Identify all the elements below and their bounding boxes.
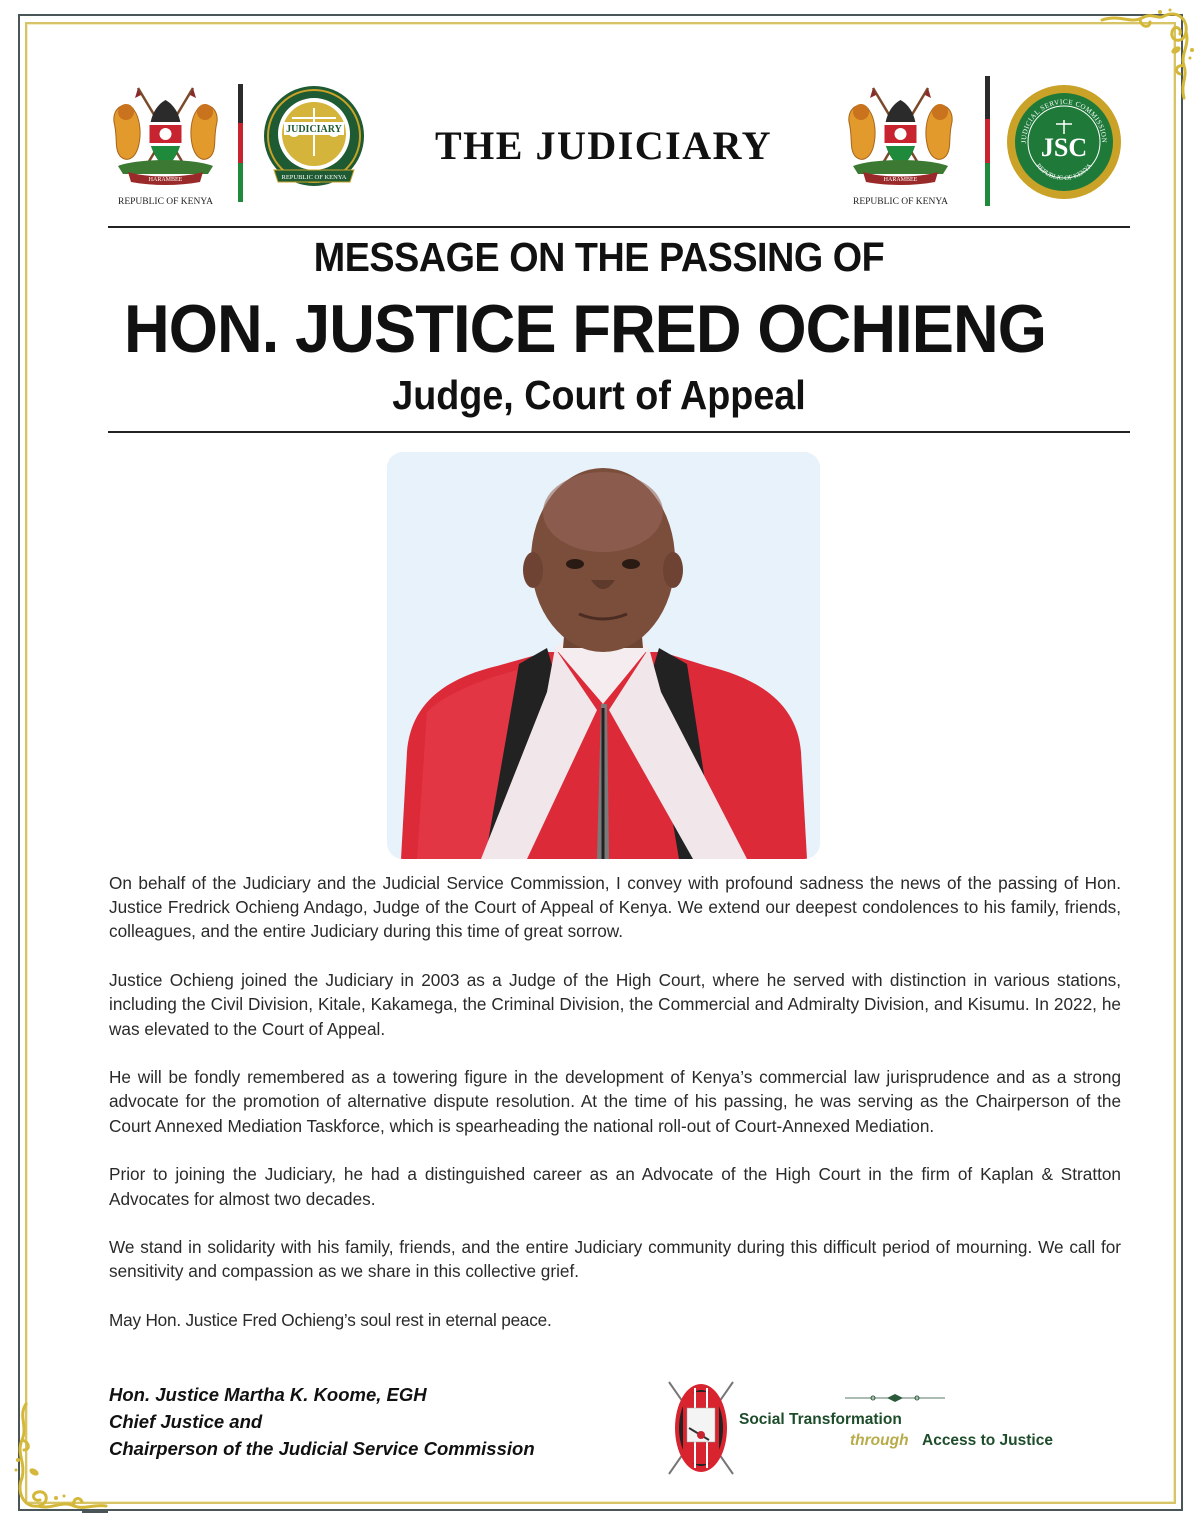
divider-rule (108, 431, 1130, 433)
message-paragraph: He will be fondly remembered as a towering figure in the development of Kenya’s commercial law jurisprudence and as a strong advocate for the promotion of alternative dispute resolution. At the time of his passing, he was serving as the Chairperson of the Court Annexed Mediation Taskforce, which is spearheading the national roll-out of Court-Annexed Mediation. (109, 1067, 1121, 1136)
signature-block (109, 1381, 535, 1462)
kenya-coat-of-arms-right (843, 82, 958, 207)
ornament-divider-icon (845, 1392, 945, 1404)
portrait-figure-icon (387, 452, 820, 859)
coat-of-arms-icon (108, 82, 223, 190)
headline-name: HON. JUSTICE FRED OCHIENG (124, 291, 1046, 367)
judiciary-seal-icon (260, 84, 368, 194)
tagline-through: through (850, 1432, 909, 1449)
gold-flourish-corner-icon (12, 1400, 108, 1518)
message-paragraph: On behalf of the Judiciary and the Judicial Service Commission, I convey with profound sadness the news of the passing of Hon. Justice Fredrick Ochieng Andago, Judge of the Court of Appeal of Kenya. We extend our deepest condolences to his family, friends, colleagues, and the entire Judiciary during this time of great sorrow. (109, 873, 1121, 942)
emblem-caption: REPUBLIC OF KENYA (852, 197, 948, 207)
svg-text:JSC: JSC (1040, 133, 1088, 162)
svg-text:JUDICIAL SERVICE COMMISSION: JUDICIAL SERVICE COMMISSION (1019, 97, 1109, 144)
portrait-photo (387, 452, 820, 859)
judiciary-seal (260, 84, 368, 194)
signatory-title: Chief Justice and (109, 1411, 263, 1432)
headline-intro: MESSAGE ON THE PASSING OF (313, 234, 885, 280)
message-body (109, 871, 1121, 1357)
kenya-flag-color-bar (238, 84, 243, 202)
svg-text:REPUBLIC OF KENYA: REPUBLIC OF KENYA (281, 174, 347, 181)
svg-text:JUDICIARY: JUDICIARY (286, 124, 342, 135)
org-title: THE JUDICIARY (434, 123, 773, 168)
message-paragraph: Justice Ochieng joined the Judiciary in 2003 as a Judge of the High Court, where he served with distinction in various stations, including the Civil Division, Kitale, Kakamega, the Criminal Division, the Commercial and Admiralty Division, and Kisumu. In 2022, he was elevated to the Court of Appeal. (109, 970, 1121, 1039)
emblem-caption: REPUBLIC OF KENYA (117, 197, 213, 207)
kenya-flag-color-bar (985, 76, 990, 206)
svg-text:HARAMBEE: HARAMBEE (883, 177, 918, 183)
kenya-coat-of-arms-left (108, 82, 223, 207)
message-paragraph: Prior to joining the Judiciary, he had a distinguished career as an Advocate of the High Court in the firm of Kaplan & Stratton Advocates for almost two decades. (109, 1164, 1121, 1209)
svg-text:HARAMBEE: HARAMBEE (148, 177, 183, 183)
signatory-name: Hon. Justice Martha K. Koome, EGH (109, 1384, 427, 1405)
headline-position: Judge, Court of Appeal (392, 372, 806, 418)
judiciary-vision-tagline (665, 1378, 1085, 1478)
message-paragraph: May Hon. Justice Fred Ochieng’s soul rest in eternal peace. (109, 1310, 552, 1331)
svg-text:REPUBLIC OF KENYA: REPUBLIC OF KENYA (1034, 162, 1094, 183)
signatory-title: Chairperson of the Judicial Service Commission (109, 1438, 535, 1459)
jsc-seal-icon (1006, 84, 1122, 200)
tagline-access-to-justice: Access to Justice (922, 1432, 1053, 1449)
coat-of-arms-icon (843, 82, 958, 190)
jsc-seal (1006, 84, 1122, 200)
letterhead (108, 72, 1130, 207)
message-paragraph: We stand in solidarity with his family, friends, and the entire Judiciary community during this difficult period of mourning. We call for sensitivity and compassion as we share in this collective grief. (109, 1237, 1121, 1282)
tagline-social-transformation: Social Transformation (739, 1411, 902, 1428)
divider-rule (108, 226, 1130, 228)
maasai-shield-icon (665, 1378, 737, 1478)
